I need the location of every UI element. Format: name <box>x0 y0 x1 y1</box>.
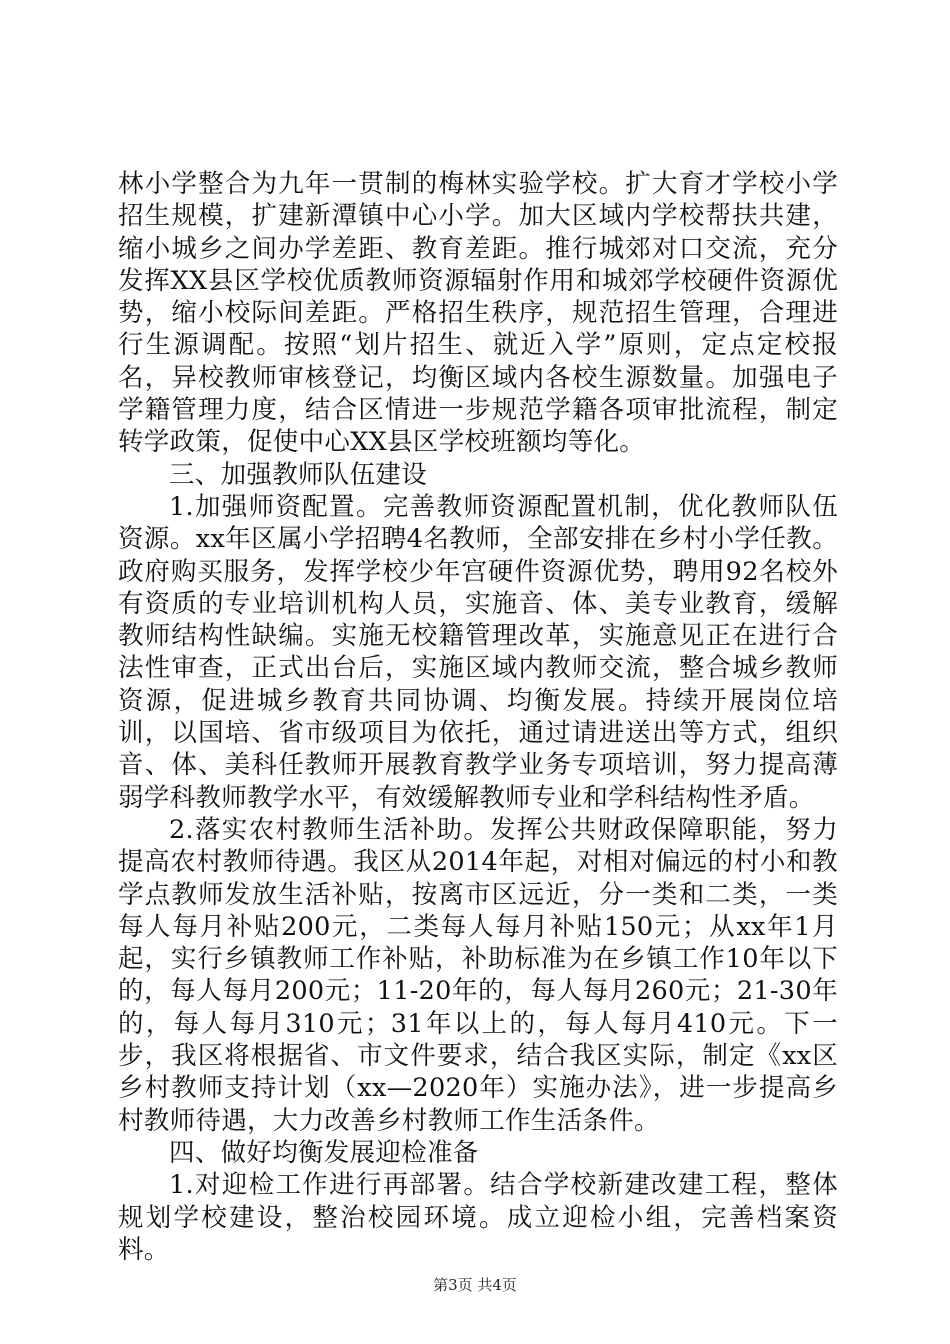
section-heading: 四、做好均衡发展迎检准备 <box>169 1137 479 1168</box>
paragraph: 1.对迎检工作进行再部署。结合学校新建改建工程，整体规划学校建设，整治校园环境。成立迎检小组，完善档案资料。 <box>118 1170 838 1265</box>
document-body <box>118 168 838 1266</box>
paragraph: 2.落实农村教师生活补助。发挥公共财政保障职能，努力提高农村教师待遇。我区从2014年起，对相对偏远的村小和教学点教师发放生活补贴，按离市区远近，分一类和二类，一类每人每月补贴200元，二类每人每月补贴150元；从xx年1月起，实行乡镇教师工作补贴，补助标准为在乡镇工作10年以下的，每人每月200元；11-20年的，每人每月260元；21-30年的，每人每月310元；31年以上的，每人每月410元。下一步，我区将根据省、市文件要求，结合我区实际，制定《xx区乡村教师支持计划（xx—2020年）实施办法》，进一步提高乡村教师待遇，大力改善乡村教师工作生活条件。 <box>118 814 838 1136</box>
section-heading: 三、加强教师队伍建设 <box>169 459 428 490</box>
paragraph: 林小学整合为九年一贯制的梅林实验学校。扩大育才学校小学招生规模，扩建新潭镇中心小学。加大区域内学校帮扶共建，缩小城乡之间办学差距、教育差距。推行城郊对口交流，充分发挥XX县区学校优质教师资源辐射作用和城郊学校硬件资源优势，缩小校际间差距。严格招生秩序，规范招生管理，合理进行生源调配。按照“划片招生、就近入学”原则，定点定校报名，异校教师审核登记，均衡区域内各校生源数量。加强电子学籍管理力度，结合区情进一步规范学籍各项审批流程，制定转学政策，促使中心XX县区学校班额均等化。 <box>118 169 838 458</box>
page-number-footer: 第3页 共4页 <box>433 1276 517 1294</box>
paragraph: 1.加强师资配置。完善教师资源配置机制，优化教师队伍资源。xx年区属小学招聘4名教师，全部安排在乡村小学任教。政府购买服务，发挥学校少年宫硬件资源优势，聘用92名校外有资质的专业培训机构人员，实施音、体、美专业教育，缓解教师结构性缺编。实施无校籍管理改革，实施意见正在进行合法性审查，正式出台后，实施区域内教师交流，整合城乡教师资源，促进城乡教育共同协调、均衡发展。持续开展岗位培训，以国培、省市级项目为依托，通过请进送出等方式，组织音、体、美科任教师开展教育教学业务专项培训，努力提高薄弱学科教师教学水平，有效缓解教师专业和学科结构性矛盾。 <box>118 491 838 813</box>
